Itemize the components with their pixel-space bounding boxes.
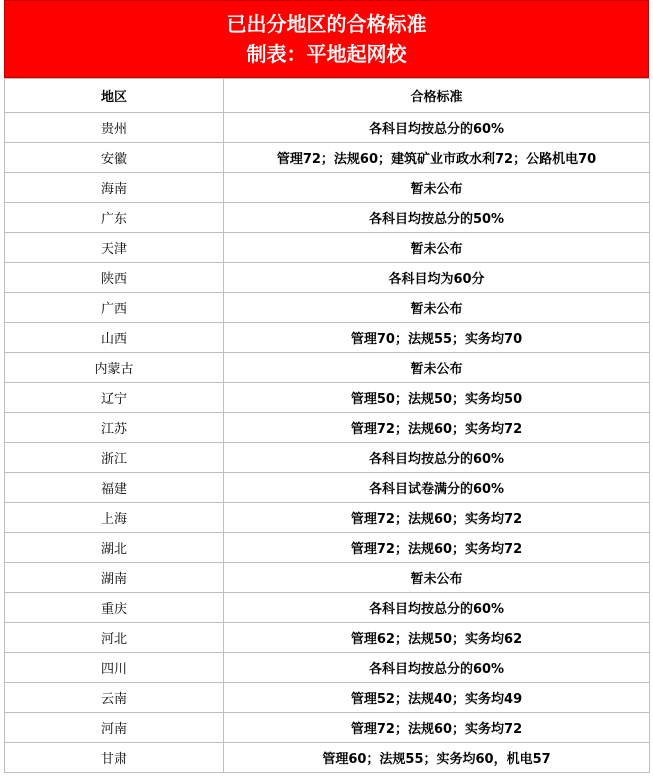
standard-cell[interactable]: 管理60；法规55；实务均60，机电57	[224, 743, 650, 773]
region-cell[interactable]: 内蒙古	[5, 353, 224, 383]
standard-cell[interactable]: 暂未公布	[224, 293, 650, 323]
region-cell[interactable]: 湖南	[5, 563, 224, 593]
region-cell[interactable]: 江苏	[5, 413, 224, 443]
region-cell[interactable]: 贵州	[5, 113, 224, 143]
standard-cell[interactable]: 各科目均按总分的60%	[224, 113, 650, 143]
standards-table	[4, 78, 650, 773]
standard-cell[interactable]: 各科目均按总分的50%	[224, 203, 650, 233]
header-region[interactable]: 地区	[5, 79, 224, 113]
title-banner	[4, 0, 649, 78]
table-row	[5, 203, 650, 233]
region-cell[interactable]: 山西	[5, 323, 224, 353]
table-row	[5, 263, 650, 293]
table-row	[5, 323, 650, 353]
table-row	[5, 383, 650, 413]
table-row	[5, 353, 650, 383]
table-row	[5, 113, 650, 143]
region-cell[interactable]: 辽宁	[5, 383, 224, 413]
standard-cell[interactable]: 暂未公布	[224, 173, 650, 203]
region-cell[interactable]: 上海	[5, 503, 224, 533]
table-row	[5, 473, 650, 503]
region-cell[interactable]: 海南	[5, 173, 224, 203]
standard-cell[interactable]: 管理72；法规60；实务均72	[224, 713, 650, 743]
title-subtitle: 制表：平地起网校	[246, 42, 407, 66]
region-cell[interactable]: 陕西	[5, 263, 224, 293]
standard-cell[interactable]: 暂未公布	[224, 233, 650, 263]
standard-cell[interactable]: 管理72；法规60；建筑矿业市政水利72；公路机电70	[224, 143, 650, 173]
table-row	[5, 623, 650, 653]
region-cell[interactable]: 福建	[5, 473, 224, 503]
standard-cell[interactable]: 各科目试卷满分的60%	[224, 473, 650, 503]
table-row	[5, 233, 650, 263]
table-row	[5, 593, 650, 623]
table-row	[5, 413, 650, 443]
table-row	[5, 563, 650, 593]
table-row	[5, 293, 650, 323]
standard-cell[interactable]: 各科目均按总分的60%	[224, 593, 650, 623]
table-row	[5, 683, 650, 713]
standard-cell[interactable]: 管理50；法规50；实务均50	[224, 383, 650, 413]
standard-cell[interactable]: 管理72；法规60；实务均72	[224, 413, 650, 443]
standard-cell[interactable]: 管理72；法规60；实务均72	[224, 503, 650, 533]
region-cell[interactable]: 广西	[5, 293, 224, 323]
table-row	[5, 653, 650, 683]
standard-cell[interactable]: 暂未公布	[224, 563, 650, 593]
table-row	[5, 173, 650, 203]
table-row	[5, 443, 650, 473]
header-row	[5, 79, 650, 113]
region-cell[interactable]: 四川	[5, 653, 224, 683]
region-cell[interactable]: 天津	[5, 233, 224, 263]
region-cell[interactable]: 河南	[5, 713, 224, 743]
standard-cell[interactable]: 各科目均按总分的60%	[224, 653, 650, 683]
region-cell[interactable]: 云南	[5, 683, 224, 713]
region-cell[interactable]: 重庆	[5, 593, 224, 623]
standard-cell[interactable]: 管理70；法规55；实务均70	[224, 323, 650, 353]
region-cell[interactable]: 甘肃	[5, 743, 224, 773]
region-cell[interactable]: 安徽	[5, 143, 224, 173]
region-cell[interactable]: 浙江	[5, 443, 224, 473]
table-row	[5, 533, 650, 563]
region-cell[interactable]: 广东	[5, 203, 224, 233]
standard-cell[interactable]: 管理72；法规60；实务均72	[224, 533, 650, 563]
region-cell[interactable]: 湖北	[5, 533, 224, 563]
table-row	[5, 143, 650, 173]
region-cell[interactable]: 河北	[5, 623, 224, 653]
table-row	[5, 743, 650, 773]
standard-cell[interactable]: 暂未公布	[224, 353, 650, 383]
standard-cell[interactable]: 各科目均按总分的60%	[224, 443, 650, 473]
standard-cell[interactable]: 管理62；法规50；实务均62	[224, 623, 650, 653]
header-standard[interactable]: 合格标准	[224, 79, 650, 113]
title-main: 已出分地区的合格标准	[226, 12, 427, 36]
table-row	[5, 503, 650, 533]
table-row	[5, 713, 650, 743]
standard-cell[interactable]: 管理52；法规40；实务均49	[224, 683, 650, 713]
standard-cell[interactable]: 各科目均为60分	[224, 263, 650, 293]
